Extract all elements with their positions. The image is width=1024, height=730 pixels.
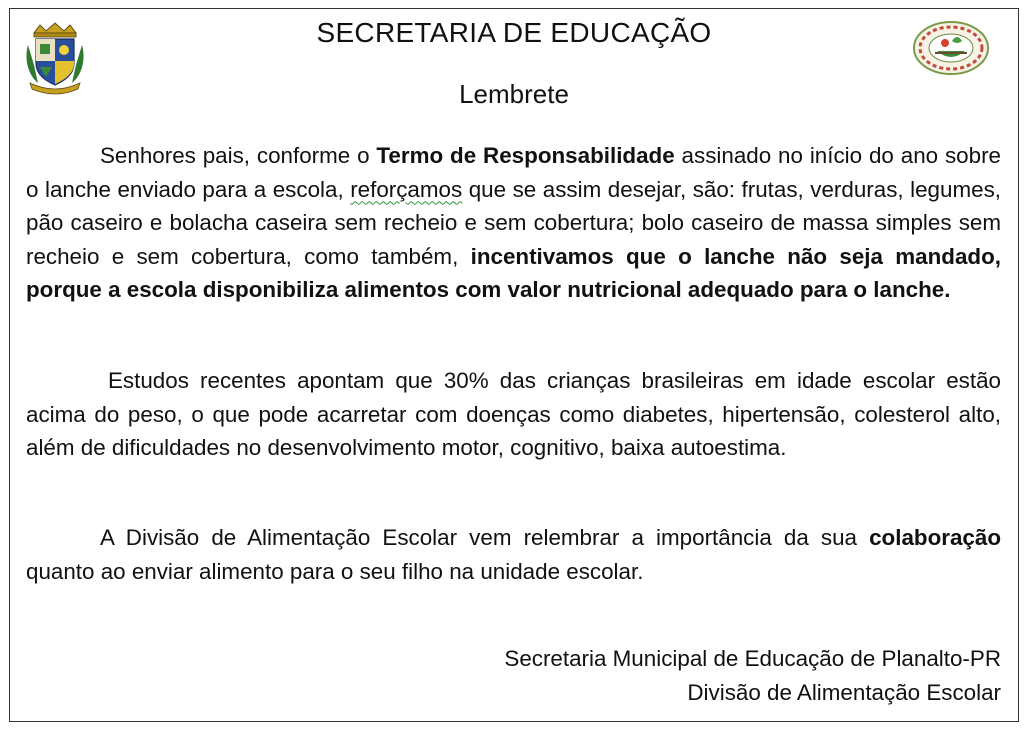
paragraph-text: que se assim desejar, são: frutas, verduras, legumes, pão caseiro e bolacha caseira sem recheio e sem cobertura; bolo caseiro de massa simples sem recheio e sem cobertura, como também, [26, 176, 1001, 269]
paragraph-text: quanto ao enviar alimento para o seu filho na unidade escolar. [26, 558, 644, 584]
page-subtitle: Lembrete [459, 79, 569, 109]
paragraph-text: Senhores pais, conforme o [100, 143, 377, 168]
paragraph-responsibility-term [26, 139, 1001, 307]
paragraph-studies: Estudos recentes apontam que 30% das crianças brasileiras em idade escolar estão acima do peso, o que pode acarretar com doenças como diabetes, hipertensão, colesterol alto, além de dificuldades no desenvolvimento motor, cognitivo, baixa autoestima. [26, 368, 1001, 460]
paragraph-text: assinado no início do ano sobre o lanche enviado para a escola, [26, 143, 1001, 202]
page-title: SECRETARIA DE EDUCAÇÃO [316, 17, 712, 48]
paragraph-text: A Divisão de Alimentação Escolar vem relembrar a importância da sua [100, 525, 870, 550]
document-frame [9, 8, 1019, 722]
bold-text: colaboração [869, 525, 1001, 550]
spellcheck-flagged-word: reforçamos [350, 176, 463, 202]
signature-line-secretariat: Secretaria Municipal de Educação de Planalto-PR [504, 646, 1001, 671]
bold-text: Termo de Responsabilidade [376, 143, 675, 168]
paragraph-collaboration [26, 521, 1001, 588]
signature-line-division: Divisão de Alimentação Escolar [687, 680, 1001, 705]
bold-text: incentivamos que o lanche não seja mandado, porque a escola disponibiliza alimentos com valor nutricional adequado para o lanche. [26, 243, 1001, 302]
